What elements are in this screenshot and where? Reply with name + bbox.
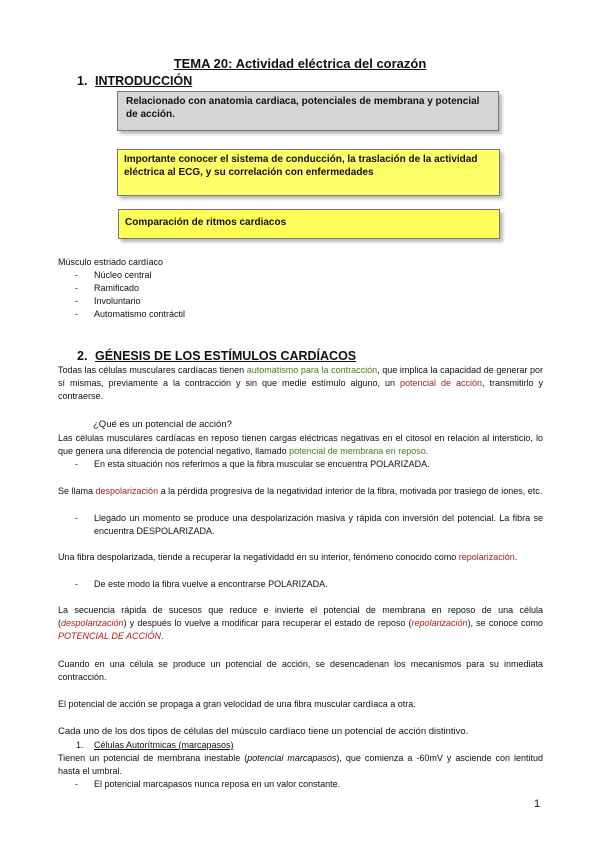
paragraph-tipos: Cada uno de los dos tipos de células del músculo cardíaco tiene un potencial de acción distintivo. xyxy=(58,726,469,737)
musculo-heading: Músculo estriado cardíaco xyxy=(58,257,164,267)
bullet-marcapasos xyxy=(58,778,543,791)
intro-box-rhythms: Comparación de ritmos cardiacos xyxy=(118,209,500,239)
paragraph-automatismo: Todas las células musculares cardíacas tienen automatismo para la contracción, que implica la capacidad de generar por sí mismas, previamente a la contracción y sin que medie estímulo alguno, un potencial de acción, transmitirlo y contraerse. xyxy=(58,365,543,401)
paragraph-secuencia: La secuencia rápida de sucesos que reduce e invierte el potencial de membrana en reposo de una célula (despolarización) y después lo vuelve a modificar para recuperar el estado de reposo (repolarización), se conoce como POTENCIAL DE ACCIÓN. xyxy=(58,605,543,641)
page-number: 1 xyxy=(534,798,541,810)
bullet-polarizada-again xyxy=(58,578,543,591)
bullet-polarizada xyxy=(58,458,543,471)
section-heading-introduccion: 1. INTRODUCCIÓN xyxy=(77,74,193,88)
list-item: - Automatismo contráctil xyxy=(75,309,186,319)
list-item: - Núcleo central xyxy=(75,270,152,280)
paragraph-marcapasos: Tienen un potencial de membrana inestable (potencial marcapasos), que comienza a -60mV y asciende con lentitud hasta el umbral. xyxy=(58,753,543,776)
page-title: TEMA 20: Actividad eléctrica del corazón xyxy=(173,56,427,71)
list-item: - De este modo la fibra vuelve a encontrarse POLARIZADA. xyxy=(75,579,328,589)
paragraph-despolarizacion: Se llama despolarización a la pérdida progresiva de la negatividad interior de la fibra, motivada por trasiego de iones, etc. xyxy=(58,486,543,496)
list-item: - Ramificado xyxy=(75,283,140,293)
question-heading: ¿Qué es un potencial de acción? xyxy=(93,419,232,430)
intro-box-conduction: Importante conocer el sistema de conducción, la traslación de la actividad eléctrica al ECG, y su correlación con enfermedades xyxy=(117,149,500,196)
list-item: - El potencial marcapasos nunca reposa en un valor constante. xyxy=(75,779,341,789)
paragraph-repolarizacion: Una fibra despolarizada, tiende a recuperar la negatividadd en su interior, fenómeno conocido como repolarización. xyxy=(58,552,518,562)
paragraph-propagacion: El potencial de acción se propaga a gran velocidad de una fibra muscular cardíaca a otra. xyxy=(58,699,416,709)
bullet-despolarizada xyxy=(58,512,543,538)
musculo-list xyxy=(58,269,498,321)
subheading-autoritmicas: 1. Células Autorítmicas (marcapasos) xyxy=(76,740,234,750)
intro-box-anatomy: Relacionado con anatomia cardiaca, potenciales de membrana y potencial de acción. xyxy=(117,91,499,131)
paragraph-contraccion: Cuando en una célula se produce un potencial de acción, se desencadenan los mecanismos para su inmediata contracción. xyxy=(58,659,543,682)
list-item: - Involuntario xyxy=(75,296,141,306)
list-item: - Llegado un momento se produce una despolarización masiva y rápida con inversión del potencial. La fibra se encuentra DESPOLARIZADA. xyxy=(75,513,543,536)
paragraph-potencial-reposo: Las células musculares cardíacas en reposo tienen cargas eléctricas negativas en el citosol en relación al intersticio, lo que genera una diferencia de potencial negativo, llamado potencial de membrana en reposo. xyxy=(58,433,543,456)
list-item: - En esta situación nos referimos a que la fibra muscular se encuentra POLARIZADA. xyxy=(75,459,430,469)
section-heading-genesis: 2. GÉNESIS DE LOS ESTÍMULOS CARDÍACOS xyxy=(77,349,357,363)
